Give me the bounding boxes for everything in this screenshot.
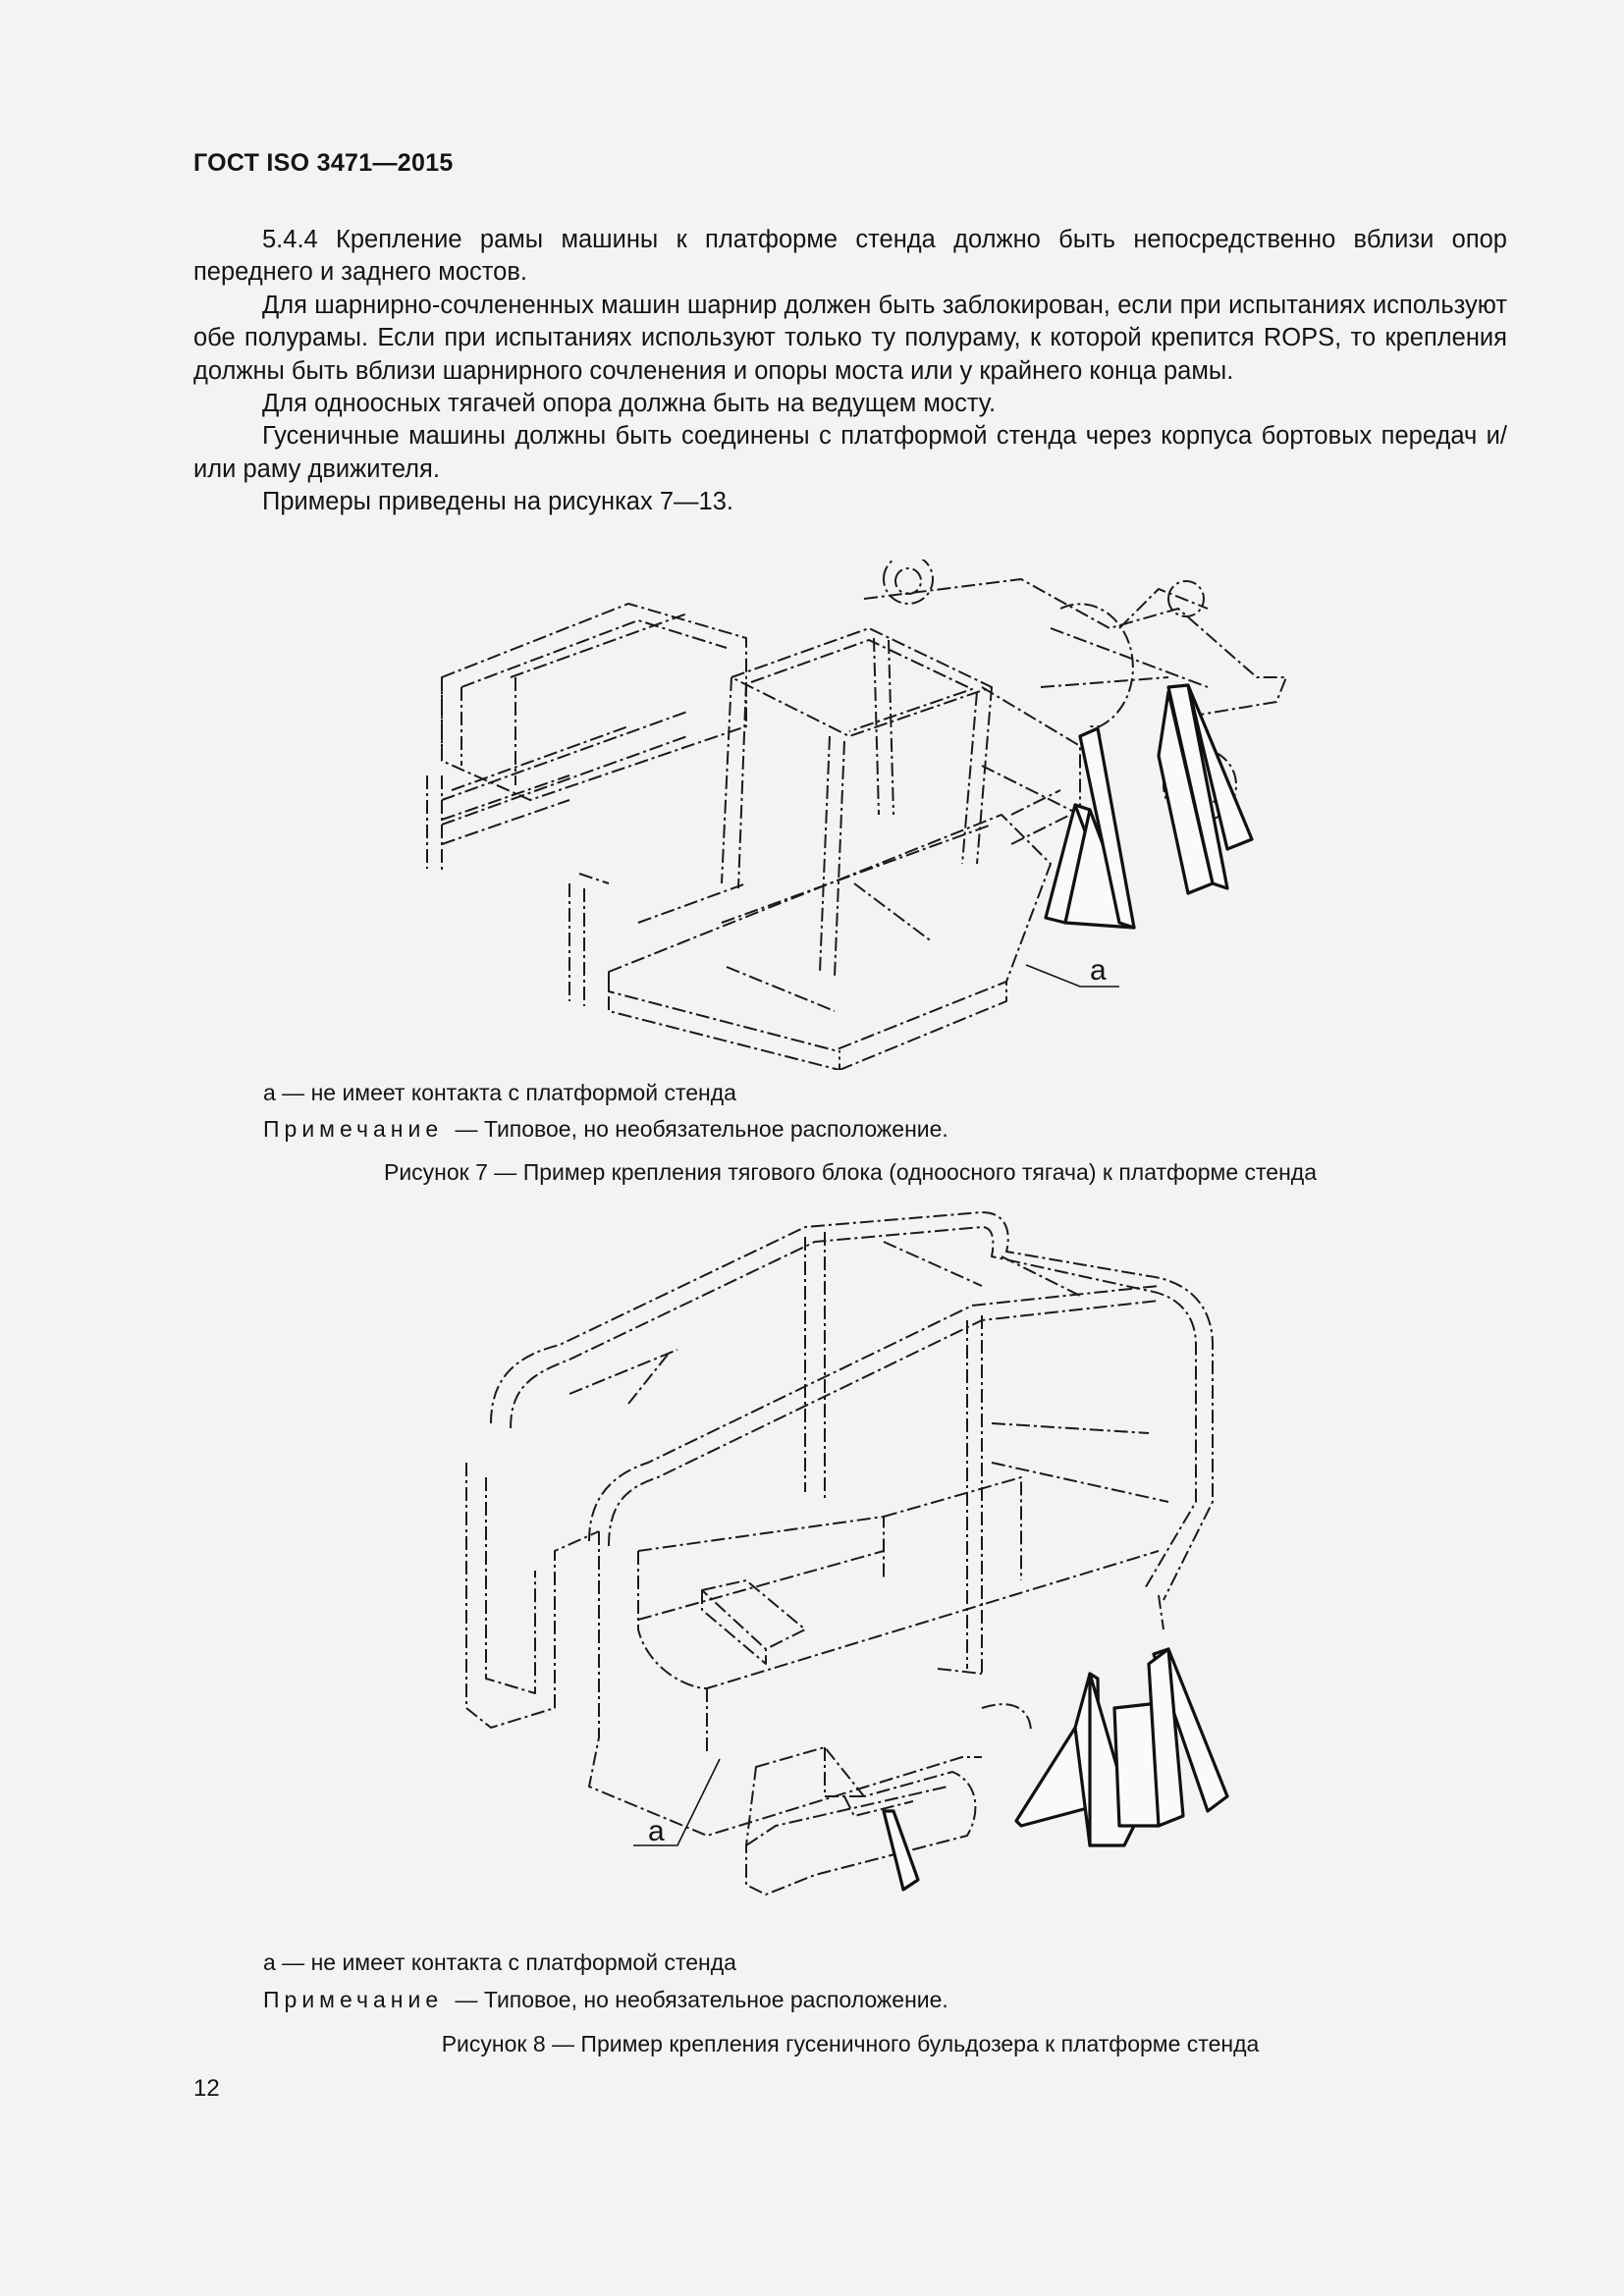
document-header: ГОСТ ISO 3471—2015 bbox=[193, 149, 454, 177]
paragraph: Для шарнирно-сочлененных машин шарнир должен быть заблокирован, если при испытаниях используют обе полурамы. Если при испытаниях используют только ту полураму, к которой крепится ROPS, то крепления должны быть вблизи шарнирного сочленения и опоры моста или у крайнего конца рамы. bbox=[193, 291, 1507, 385]
paragraph: 5.4.4 Крепление рамы машины к платформе стенда должно быть непосредственно вблизи опор переднего и заднего мостов. bbox=[193, 226, 1507, 287]
figure-8-caption: Рисунок 8 — Пример крепления гусеничного бульдозера к платформе стенда bbox=[441, 2031, 1260, 2056]
note-label: Примечание bbox=[263, 1116, 444, 1142]
callout-leader bbox=[633, 1759, 720, 1845]
page-number: 12 bbox=[193, 2075, 220, 2102]
figure-8-legend: a — не имеет контакта с платформой стенда bbox=[263, 1949, 736, 1975]
figure-8-drawing bbox=[0, 1198, 1624, 1934]
figure-8-note bbox=[263, 1987, 948, 2013]
paragraph: Для одноосных тягачей опора должна быть на ведущем мосту. bbox=[262, 390, 997, 418]
note-text: — Типовое, но необязательное расположение. bbox=[449, 1116, 948, 1142]
tractor-frame-outline bbox=[427, 560, 1286, 1070]
support-stands bbox=[1046, 685, 1252, 928]
note-text: — Типовое, но необязательное расположение. bbox=[449, 1987, 948, 2012]
figure-7-drawing bbox=[0, 560, 1624, 1070]
figure-7-caption: Рисунок 7 — Пример крепления тягового блока (одноосного тягача) к платформе стенда bbox=[383, 1159, 1318, 1185]
paragraph: Гусеничные машины должны быть соединены с платформой стенда через корпуса бортовых передач и/или раму движителя. bbox=[193, 422, 1507, 483]
support-stands bbox=[884, 1649, 1227, 1890]
figure-7-note bbox=[263, 1116, 948, 1143]
note-label: Примечание bbox=[263, 1987, 444, 2012]
body-text bbox=[193, 224, 1507, 519]
paragraph: Примеры приведены на рисунках 7—13. bbox=[262, 488, 733, 516]
figure-7-legend: a — не имеет контакта с платформой стенда bbox=[263, 1080, 736, 1105]
callout-a: a bbox=[1090, 954, 1107, 987]
callout-a: a bbox=[648, 1815, 665, 1847]
